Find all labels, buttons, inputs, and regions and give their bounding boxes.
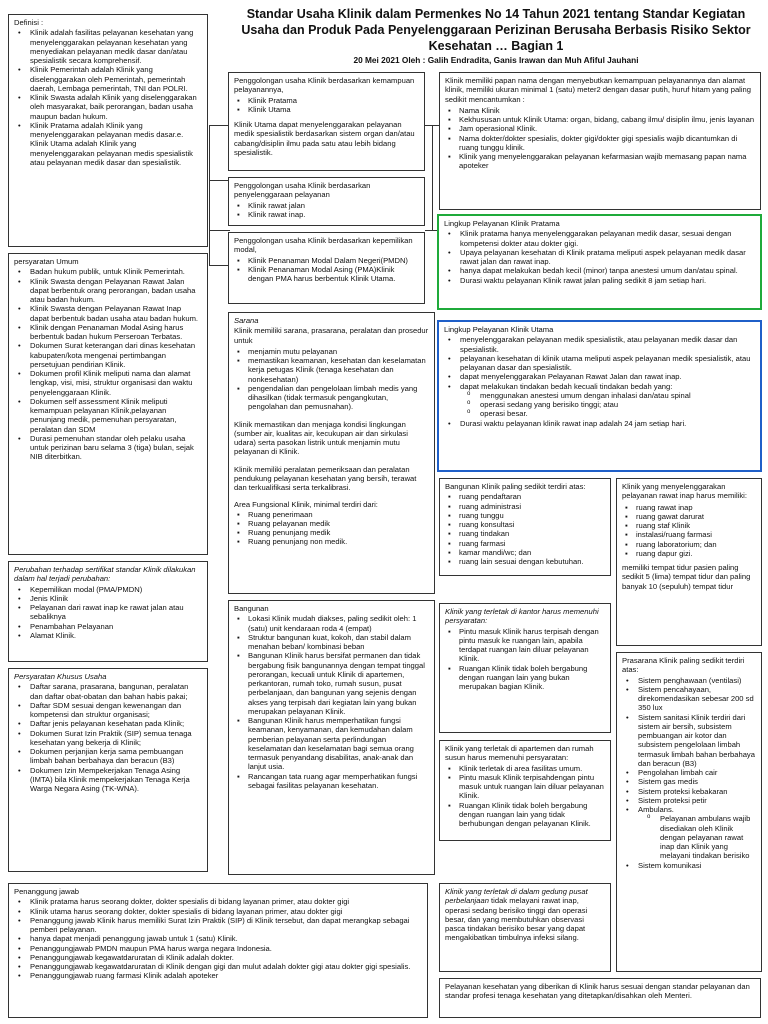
list-item: • Pelayanan dari rawat inap ke rawat jalan atau sebaliknya	[14, 603, 202, 622]
bangunan-box	[228, 600, 435, 875]
page-subtitle: 20 Mei 2021 Oleh : Galih Endradita, Ganis Irawan dan Muh Afiful Jauhani	[353, 55, 639, 65]
list-item: • menyelenggarakan pelayanan medik spesialistik, atau pelayanan medik dasar dan spesialistik.	[444, 335, 755, 354]
lingkup-pratama-box	[437, 214, 762, 310]
list-item: • dapat menyelenggarakan Pelayanan Rawat Jalan dan rawat inap.	[444, 372, 755, 381]
list-item: ▪ Jam operasional Klinik.	[445, 124, 755, 133]
list-item: • Dokumen Surat keterangan dari dinas kesehatan kabupaten/kota mengenai pertimbangan persetujuan pendirian Klinik.	[14, 341, 202, 369]
area-heading: Area Fungsional Klinik, minimal terdiri dari:	[234, 500, 378, 510]
persyaratan-khusus-box	[8, 668, 208, 872]
kantor-box	[439, 603, 611, 733]
list-item: • Daftar SDM sesuai dengan kewenangan dan kompetensi dan struktur organisasi;	[14, 701, 202, 720]
connector-line	[209, 125, 230, 126]
penanggung-jawab-heading: Penanggung jawab	[14, 887, 80, 896]
list-item: ▪ ruang laboratorium; dan	[622, 540, 756, 549]
connector-line	[209, 230, 230, 231]
connector-line	[209, 180, 230, 181]
rawat-inap-note: memiliki tempat tidur pasien paling sedikit 5 (lima) tempat tidur dan paling banyak 10 (sepuluh) tempat tidur	[622, 563, 751, 591]
list-item: • Daftar sarana, prasarana, bangunan, peralatan dan daftar obat-obatan dan bahan habis pakai;	[14, 682, 202, 701]
list-item: • Sistem penghawaan (ventilasi)	[622, 676, 756, 685]
apartemen-heading: Klinik yang terletak di apartemen dan rumah susun harus memenuhi persyaratan:	[445, 744, 594, 763]
pusat-perbelanjaan-body: tidak melayani rawat inap, operasi sedang berisiko tinggi dan operasi besar, dan yang membutuhkan observasi pasca tindakan berisiko besar yang dapat mengakibatkan timbulnya infeksi silang.	[445, 896, 588, 943]
list-item: ▪ Bangunan Klinik harus bersifat permanen dan tidak bergabung fisik bangunannya dengan tempat tinggal perorangan, kecuali untuk Klinik di apartemen, perkantoran, rumah toko, rumah susun, pusat perbelanjaan, dan bangunan yang sejenis dengan akses yang terpisah dari kegiatan lain yang bukan merupakan pelayanan Klinik.	[234, 651, 429, 716]
list-item: ▪ Klinik terletak di area fasilitas umum.	[445, 764, 605, 773]
list-item: • Dokumen self assessment Klinik meliputi kemampuan pelayanan Klinik,pelayanan penunjang medik, pemenuhan persyaratan, peralatan dan SDM	[14, 397, 202, 434]
sarana-box	[228, 312, 435, 594]
list-item: • Penanggung jawab Klinik harus memiliki Surat Izin Praktik (SIP) di Klinik tersebut, dan dapat merangkap sebagai pemberi pelayanan.	[14, 916, 422, 935]
list-item: ▪ Struktur bangunan kuat, kokoh, dan stabil dalam menahan beban/ kombinasi beban	[234, 633, 429, 652]
list-item: ▪ Klinik yang menyelenggarakan pelayanan kefarmasian wajib memasang papan nama apoteker	[445, 152, 755, 171]
list-item: • Penanggungjawab PMDN maupun PMA harus warga negara Indonesia.	[14, 944, 422, 953]
list-item: • Klinik pratama hanya menyelenggarakan pelayanan medik dasar, sesuai dengan kompetensi dokter atau dokter gigi.	[444, 229, 755, 248]
page-title: Standar Usaha Klinik dalam Permenkes No 14 Tahun 2021 tentang Standar Kegiatan Usaha dan Produk Pada Penyelenggaraan Perizinan Berusaha Berbasis Risiko Sektor Kesehatan … Bagian 1	[241, 7, 751, 53]
perubahan-heading: Perubahan terhadap sertifikat standar Klinik dilakukan dalam hal terjadi perubahan:	[14, 565, 196, 584]
list-item: • dapat melakukan tindakan bedah kecuali tindakan bedah yang:	[444, 382, 755, 391]
sarana-intro: Klinik memiliki sarana, prasarana, peralatan dan prosedur untuk	[234, 326, 429, 345]
lingkup-pratama-heading: Lingkup Pelayanan Klinik Pratama	[444, 219, 560, 228]
list-item: o Pelayanan ambulans wajib disediakan oleh Klinik dengan pelayanan rawat inap dan Klinik yang melayani tindakan berisiko	[644, 814, 756, 860]
kantor-heading: Klinik yang terletak di kantor harus memenuhi persyaratan:	[445, 607, 599, 626]
footer-note: Pelayanan kesehatan yang diberikan di Klinik harus sesuai dengan standar pelayanan dan standar profesi tenaga kesehatan yang ditetapkan/disahkan oleh Menteri.	[445, 982, 750, 1001]
list-item: ▪ pengendalian dan pengelolaan limbah medis yang dihasilkan (tidak termasuk pengangkutan, pengolahan dan pemusnahan).	[234, 384, 429, 412]
lingkup-utama-heading: Lingkup Pelayanan Klinik Utama	[444, 325, 554, 334]
penanggung-jawab-box	[8, 883, 428, 1018]
list-item: ▪ Ruang penunjang non medik.	[234, 537, 429, 546]
list-item: • Daftar jenis pelayanan kesehatan pada Klinik;	[14, 719, 202, 728]
list-item: • hanya dapat menjadi penanggung jawab untuk 1 (satu) Klinik.	[14, 934, 422, 943]
footer-note-box	[439, 978, 761, 1018]
golongan-penyelenggaraan-heading: Penggolongan usaha Klinik berdasarkan penyelenggaraan pelayanan	[234, 181, 371, 200]
bangunan-ruang-heading: Bangunan Klinik paling sedikit terdiri atas:	[445, 482, 586, 491]
list-item: ▪ Klinik Pratama	[234, 96, 419, 105]
persyaratan-umum-box	[8, 253, 208, 555]
connector-line	[209, 125, 210, 265]
lingkup-utama-box	[437, 320, 762, 472]
list-item: o menggunakan anestesi umum dengan inhalasi dan/atau spinal	[464, 391, 755, 400]
list-item: ▪ Nama Klinik	[445, 106, 755, 115]
list-item: ▪ Klinik Penanaman Modal Asing (PMA)Klinik dengan PMA harus berbentuk Klinik Utama.	[234, 265, 419, 284]
list-item: ▪ Klinik rawat inap.	[234, 210, 419, 219]
list-item: • Dokumen perjanjian kerja sama pembuangan limbah bahan berbahaya dan beracun (B3)	[14, 747, 202, 766]
list-item: ▪ Kekhususan untuk Klinik Utama: organ, bidang, cabang ilmu/ disiplin ilmu, jenis layanan	[445, 115, 755, 124]
list-item: ▪ Nama dokter/dokter spesialis, dokter gigi/dokter gigi spesialis wajib dicantumkan di ruang tunggu klinik.	[445, 134, 755, 153]
list-item: ▪ ruang staf Klinik	[622, 521, 756, 530]
list-item: ▪ Ruangan Klinik tidak boleh bergabung dengan ruangan lain yang tidak berhubungan dengan pelayanan Klinik.	[445, 801, 605, 829]
definisi-heading: Definisi :	[14, 18, 44, 27]
list-item: • Klinik Swasta dengan Pelayanan Rawat Jalan dapat berbentuk orang perorangan, badan usaha atau badan hukum.	[14, 277, 202, 305]
perubahan-box	[8, 561, 208, 662]
list-item: ▪ ruang pendaftaran	[445, 492, 605, 501]
list-item: ▪ Lokasi Klinik mudah diakses, paling sedikit oleh: 1 (satu) unit kendaraan roda 4 (empat)	[234, 614, 429, 633]
list-item: • Klinik Pemerintah adalah Klinik yang diselenggarakan oleh Pemerintah, pemerintah daerah, Lembaga pemerintah, TNI dan POLRI.	[14, 65, 202, 93]
list-item: • Alamat Klinik.	[14, 631, 202, 640]
pusat-perbelanjaan-heading: Klinik yang terletak di dalam gedung pusat perbelanjaan	[445, 887, 588, 906]
list-item: • Sistem gas medis	[622, 777, 756, 786]
list-item: ▪ ruang lain sesuai dengan kebutuhan.	[445, 557, 605, 566]
rawat-inap-heading: Klinik yang menyelenggarakan pelayanan rawat inap harus memiliki:	[622, 482, 747, 501]
definisi-box	[8, 14, 208, 247]
golongan-pelayanan-box	[228, 72, 425, 171]
list-item: ▪ menjamin mutu pelayanan	[234, 347, 429, 356]
list-item: • Penanggungjawab ruang farmasi Klinik adalah apoteker	[14, 971, 422, 980]
list-item: ▪ ruang konsultasi	[445, 520, 605, 529]
list-item: • Kepemilikan modal (PMA/PMDN)	[14, 585, 202, 594]
list-item: ▪ memastikan keamanan, kesehatan dan keselamatan kerja petugas Klinik (tenaga kesehatan dan nonkesehatan)	[234, 356, 429, 384]
list-item: • hanya dapat melakukan bedah kecil (minor) tanpa anestesi umum dan/atau spinal.	[444, 266, 755, 275]
list-item: ▪ ruang gawat darurat	[622, 512, 756, 521]
list-item: o operasi sedang yang berisiko tinggi; atau	[464, 400, 755, 409]
list-item: • Badan hukum publik, untuk Klinik Pemerintah.	[14, 267, 202, 276]
golongan-pelayanan-note: Klinik Utama dapat menyelenggarakan pelayanan medik spesialistik berdasarkan sistem organ dan/atau cabang/disiplin ilmu pada satu atau lebih bidang spesialistik.	[234, 120, 415, 157]
papan-nama-intro: Klinik memiliki papan nama dengan menyebutkan kemampuan pelayanannya dan alamat klinik, memiliki ukuran minimal 1 (satu) meter2 dengan dasar putih, huruf hitam yang paling sedikit mencantumkan :	[445, 76, 752, 104]
sarana-para2: Klinik memastikan dan menjaga kondisi lingkungan (sumber air, kualitas air, kecukupan air dan sirkulasi udara) serta pasokan listrik untuk menjamin mutu pelayanan di Klinik.	[234, 419, 408, 457]
list-item: • Durasi pemenuhan standar oleh pelaku usaha untuk perizinan baru selama 3 (tiga) bulan, sejak NIB diterbitkan.	[14, 434, 202, 462]
list-item: ▪ ruang administrasi	[445, 502, 605, 511]
list-item: • Penambahan Pelayanan	[14, 622, 202, 631]
list-item: • Ambulans.	[622, 805, 756, 814]
list-item: • Dokumen profil Klinik meliputi nama dan alamat lengkap, visi, misi, struktur organisasi dan waktu penyelenggaraan Klinik.	[14, 369, 202, 397]
list-item: ▪ ruang tindakan	[445, 529, 605, 538]
persyaratan-umum-heading: persyaratan Umum	[14, 257, 79, 266]
list-item: ▪ Ruang penunjang medik	[234, 528, 429, 537]
golongan-pelayanan-heading: Penggolongan usaha Klinik berdasarkan kemampuan pelayanannya,	[234, 76, 415, 95]
papan-nama-box	[439, 72, 761, 210]
list-item: • Jenis Klinik	[14, 594, 202, 603]
list-item: • Dokumen Surat Izin Praktik (SIP) semua tenaga kesehatan yang bekerja di Klinik;	[14, 729, 202, 748]
list-item: • Sistem proteksi kebakaran	[622, 787, 756, 796]
prasarana-box	[616, 652, 762, 972]
list-item: • Penanggungjawab kegawatdaruratan di Klinik dengan gigi dan mulut adalah dokter gigi atau dokter gigi spesialis.	[14, 962, 422, 971]
list-item: ▪ Bangunan Klinik harus memperhatikan fungsi keamanan, kenyamanan, dan kemudahan dalam pemberian pelayanan serta perlindungan keselamatan dan keselamatan bagi semua orang termasuk penyandang disabilitas, anak-anak dan lanjut usia.	[234, 716, 429, 772]
list-item: ▪ Rancangan tata ruang agar memperhatikan fungsi sebagai fasilitas pelayanan kesehatan.	[234, 772, 429, 791]
list-item: • Dokumen Izin Mempekerjakan Tenaga Asing (IMTA) bila Klinik mempekerjakan Tenaga Kerja Warga Negara Asing (TK-WNA).	[14, 766, 202, 794]
list-item: ▪ Klinik Utama	[234, 105, 419, 114]
sarana-heading: Sarana	[234, 316, 259, 325]
list-item: • Klinik adalah fasilitas pelayanan kesehatan yang menyelenggarakan pelayanan kesehatan yang menyediakan pelayanan medik dasar dan/atau spesialistik secara komprehensif.	[14, 28, 202, 65]
list-item: • Sistem pencahayaan, direkomendasikan sebesar 200 sd 350 lux	[622, 685, 756, 713]
list-item: ▪ ruang farmasi	[445, 539, 605, 548]
list-item: • Durasi waktu pelayanan Klinik rawat jalan paling sedikit 8 jam setiap hari.	[444, 276, 755, 285]
list-item: • pelayanan kesehatan di klinik utama meliputi aspek pelayanan medik spesialistik, atau pelayanan dasar dan spesialistik.	[444, 354, 755, 373]
sarana-para3: Klinik memiliki peralatan pemeriksaan dan peralatan pendukung pelayanan kesehatan yang bersih, terawat dan terkualifikasi serta terkalibrasi.	[234, 464, 417, 492]
pusat-perbelanjaan-text	[445, 887, 605, 943]
bangunan-heading: Bangunan	[234, 604, 269, 613]
list-item: • Pengolahan limbah cair	[622, 768, 756, 777]
list-item: ▪ Klinik rawat jalan	[234, 201, 419, 210]
golongan-modal-heading: Penggolongan usaha Klinik berdasarkan kepemilikan modal,	[234, 236, 413, 255]
list-item: ▪ kamar mandi/wc; dan	[445, 548, 605, 557]
connector-line	[432, 125, 433, 230]
list-item: • Durasi waktu pelayanan klinik rawat inap adalah 24 jam setiap hari.	[444, 419, 755, 428]
rawat-inap-box	[616, 478, 762, 646]
list-item: • Sistem komunikasi	[622, 861, 756, 870]
list-item: ▪ instalasi/ruang farmasi	[622, 530, 756, 539]
list-item: • Klinik dengan Penanaman Modal Asing harus berbentuk badan hukum Perseroan Terbatas.	[14, 323, 202, 342]
pusat-perbelanjaan-box	[439, 883, 611, 972]
list-item: ▪ Ruangan Klinik tidak boleh bergabung dengan ruangan lain yang bukan merupakan bagian Klinik.	[445, 664, 605, 692]
list-item: ▪ ruang rawat inap	[622, 503, 756, 512]
apartemen-box	[439, 740, 611, 841]
list-item: • Penanggungjawab kegawatdaruratan di Klinik adalah dokter.	[14, 953, 422, 962]
list-item: • Sistem sanitasi Klinik terdiri dari sistem air bersih, subsistem pembuangan air kotor dan subsistem pengelolaan limbah termasuk limbah bahan berbahaya dan beracun (B3)	[622, 713, 756, 769]
list-item: • Klinik pratama harus seorang dokter, dokter spesialis di bidang layanan primer, atau dokter gigi	[14, 897, 422, 906]
golongan-modal-box	[228, 232, 425, 304]
list-item: ▪ Ruang penerimaan	[234, 510, 429, 519]
list-item: ▪ ruang dapur gizi.	[622, 549, 756, 558]
list-item: ▪ Klinik Penanaman Modal Dalam Negeri(PMDN)	[234, 256, 419, 265]
list-item: • Klinik Pratama adalah Klinik yang menyelenggarakan pelayanan medis dasar.e. Klinik Utama adalah Klinik yang menyelenggarakan pelayanan medis spesialistik atau pelayanan medik dasar dan spesialistik.	[14, 121, 202, 167]
list-item: o operasi besar.	[464, 409, 755, 418]
list-item: ▪ Pintu masuk Klinik terpisahdengan pintu masuk untuk ruangan lain diluar pelayanan Klinik.	[445, 773, 605, 801]
prasarana-heading: Prasarana Klinik paling sedikit terdiri atas:	[622, 656, 745, 675]
list-item: • Upaya pelayanan kesehatan di Klinik pratama meliputi aspek pelayanan medik dasar rawat jalan dan rawat inap.	[444, 248, 755, 267]
list-item: ▪ ruang tunggu	[445, 511, 605, 520]
connector-line	[209, 265, 230, 266]
list-item: ▪ Pintu masuk Klinik harus terpisah dengan pintu masuk ke ruangan lain, apabila terdapat ruangan lain diluar pelayanan Klinik.	[445, 627, 605, 664]
list-item: • Sistem proteksi petir	[622, 796, 756, 805]
bangunan-ruang-box	[439, 478, 611, 576]
list-item: • Klinik utama harus seorang dokter, dokter spesialis di bidang layanan primer, atau dokter gigi	[14, 907, 422, 916]
list-item: ▪ Ruang pelayanan medik	[234, 519, 429, 528]
header	[230, 6, 762, 65]
persyaratan-khusus-heading: Persyaratan Khusus Usaha	[14, 672, 107, 681]
list-item: • Klinik Swasta dengan Pelayanan Rawat Inap dapat berbentuk badan usaha atau badan hukum.	[14, 304, 202, 323]
list-item: • Klinik Swasta adalah Klinik yang diselenggarakan oleh masyarakat, baik perorangan, badan usaha maupun badan hukum.	[14, 93, 202, 121]
golongan-penyelenggaraan-box	[228, 177, 425, 226]
